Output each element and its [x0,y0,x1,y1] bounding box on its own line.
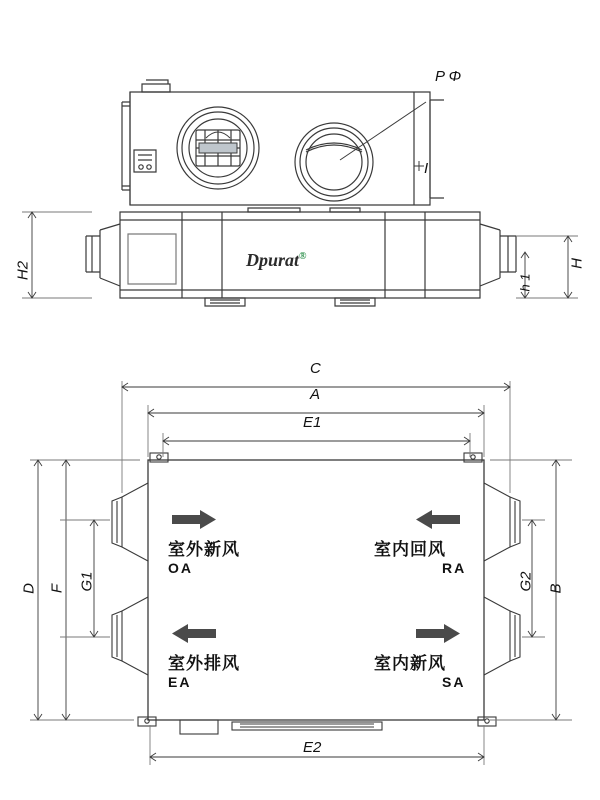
brand-name: Dpurat [246,250,300,270]
label-g1: G1 [78,571,96,592]
drawing-canvas: P Φ I H2 H h 1 Dpurat® C A E1 E2 D F G1 G2 B 室外新风 OA 室内回风 RA 室外排风 EA 室内新风 SA [0,0,600,800]
brand-logo [246,250,307,271]
label-b: B [547,583,565,594]
label-f: F [48,583,66,594]
brand-mark: ® [299,251,307,262]
label-c: C [310,360,321,377]
label-a: A [310,386,321,403]
label-e2: E2 [303,739,322,756]
label-h2: H2 [14,260,32,281]
label-h1: h 1 [517,273,533,292]
label-e1: E1 [303,414,322,431]
label-p-phi: P Φ [435,68,462,85]
label-g2: G2 [517,571,535,592]
label-i: I [424,160,429,177]
label-h: H [568,258,586,269]
label-d: D [20,583,38,594]
